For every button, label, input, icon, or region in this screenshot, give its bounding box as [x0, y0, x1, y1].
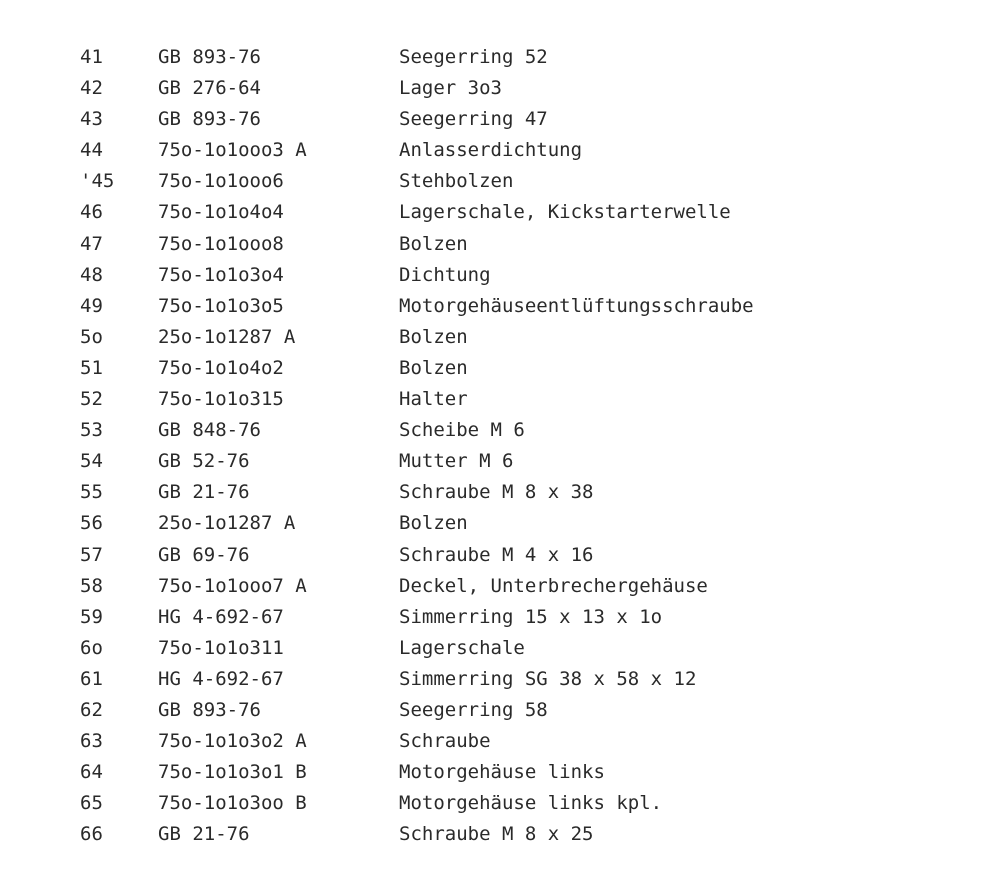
part-number: GB 893-76: [158, 698, 261, 721]
item-number: 64: [80, 761, 103, 784]
part-description: Seegerring 47: [399, 108, 548, 131]
list-item: [0, 42, 1000, 73]
list-item: [0, 540, 1000, 571]
part-description: Lagerschale, Kickstarterwelle: [399, 201, 731, 224]
item-number: 54: [80, 450, 103, 473]
part-description: Stehbolzen: [399, 170, 514, 193]
part-description: Bolzen: [399, 356, 468, 379]
part-number: 75o-1o1o3o1 B: [158, 761, 307, 784]
part-number: 75o-1o1o4o2: [158, 356, 284, 379]
item-number: 46: [80, 201, 103, 224]
part-number: 75o-1o1o3o5: [158, 294, 284, 317]
item-number: 59: [80, 605, 103, 628]
part-description: Schraube M 8 x 38: [399, 481, 594, 504]
item-number: 43: [80, 108, 103, 131]
part-number: GB 21-76: [158, 823, 250, 846]
part-description: Mutter M 6: [399, 450, 514, 473]
part-number: 25o-1o1287 A: [158, 325, 296, 348]
part-description: Schraube M 4 x 16: [399, 543, 594, 566]
list-item: [0, 73, 1000, 104]
list-item: [0, 415, 1000, 446]
item-number: 47: [80, 232, 103, 255]
list-item: [0, 664, 1000, 695]
part-number: GB 848-76: [158, 419, 261, 442]
part-number: 75o-1o1o3o2 A: [158, 730, 307, 753]
item-number: 66: [80, 823, 103, 846]
list-item: [0, 197, 1000, 228]
list-item: [0, 135, 1000, 166]
part-number: 25o-1o1287 A: [158, 512, 296, 535]
item-number: 56: [80, 512, 103, 535]
item-number: 42: [80, 77, 103, 100]
part-description: Motorgehäuseentlüftungsschraube: [399, 294, 754, 317]
part-description: Lager 3o3: [399, 77, 502, 100]
part-description: Motorgehäuse links kpl.: [399, 792, 663, 815]
list-item: [0, 291, 1000, 322]
list-item: [0, 695, 1000, 726]
part-number: GB 69-76: [158, 543, 250, 566]
item-number: 61: [80, 667, 103, 690]
item-number: 63: [80, 730, 103, 753]
item-number: 57: [80, 543, 103, 566]
part-description: Bolzen: [399, 512, 468, 535]
parts-list: [0, 42, 1000, 850]
part-number: GB 21-76: [158, 481, 250, 504]
part-number: 75o-1o1ooo7 A: [158, 574, 307, 597]
part-description: Seegerring 52: [399, 46, 548, 68]
item-number: 52: [80, 388, 103, 411]
part-number: 75o-1o1o311: [158, 636, 284, 659]
part-description: Deckel, Unterbrechergehäuse: [399, 574, 708, 597]
item-number: 53: [80, 419, 103, 442]
list-item: [0, 788, 1000, 819]
list-item: [0, 384, 1000, 415]
part-description: Schraube: [399, 730, 491, 753]
list-item: [0, 571, 1000, 602]
part-number: HG 4-692-67: [158, 605, 284, 628]
item-number: 41: [80, 46, 103, 68]
part-description: Seegerring 58: [399, 698, 548, 721]
part-description: Dichtung: [399, 263, 491, 286]
item-number: 49: [80, 294, 103, 317]
item-number: 58: [80, 574, 103, 597]
item-number: 5o: [80, 325, 103, 348]
part-description: Bolzen: [399, 232, 468, 255]
part-number: 75o-1o1o3oo B: [158, 792, 307, 815]
part-number: GB 893-76: [158, 108, 261, 131]
item-number: '45: [80, 170, 115, 193]
part-number: 75o-1o1ooo8: [158, 232, 284, 255]
list-item: [0, 633, 1000, 664]
part-description: Anlasserdichtung: [399, 139, 583, 162]
part-number: GB 52-76: [158, 450, 250, 473]
list-item: [0, 819, 1000, 850]
item-number: 6o: [80, 636, 103, 659]
part-description: Motorgehäuse links: [399, 761, 605, 784]
part-number: HG 4-692-67: [158, 667, 284, 690]
list-item: [0, 104, 1000, 135]
part-number: GB 893-76: [158, 46, 261, 68]
part-description: Lagerschale: [399, 636, 525, 659]
list-item: [0, 260, 1000, 291]
part-number: 75o-1o1ooo3 A: [158, 139, 307, 162]
list-item: [0, 757, 1000, 788]
part-description: Scheibe M 6: [399, 419, 525, 442]
part-number: 75o-1o1o4o4: [158, 201, 284, 224]
part-description: Halter: [399, 388, 468, 411]
item-number: 62: [80, 698, 103, 721]
part-number: 75o-1o1o315: [158, 388, 284, 411]
part-description: Schraube M 8 x 25: [399, 823, 594, 846]
list-item: [0, 446, 1000, 477]
part-number: GB 276-64: [158, 77, 261, 100]
list-item: [0, 602, 1000, 633]
list-item: [0, 353, 1000, 384]
item-number: 51: [80, 356, 103, 379]
list-item: [0, 477, 1000, 508]
item-number: 44: [80, 139, 103, 162]
list-item: [0, 166, 1000, 197]
item-number: 55: [80, 481, 103, 504]
list-item: [0, 726, 1000, 757]
list-item: [0, 229, 1000, 260]
part-number: 75o-1o1o3o4: [158, 263, 284, 286]
part-number: 75o-1o1ooo6: [158, 170, 284, 193]
item-number: 48: [80, 263, 103, 286]
part-description: Simmerring 15 x 13 x 1o: [399, 605, 663, 628]
part-description: Bolzen: [399, 325, 468, 348]
item-number: 65: [80, 792, 103, 815]
part-description: Simmerring SG 38 x 58 x 12: [399, 667, 697, 690]
list-item: [0, 508, 1000, 539]
list-item: [0, 322, 1000, 353]
